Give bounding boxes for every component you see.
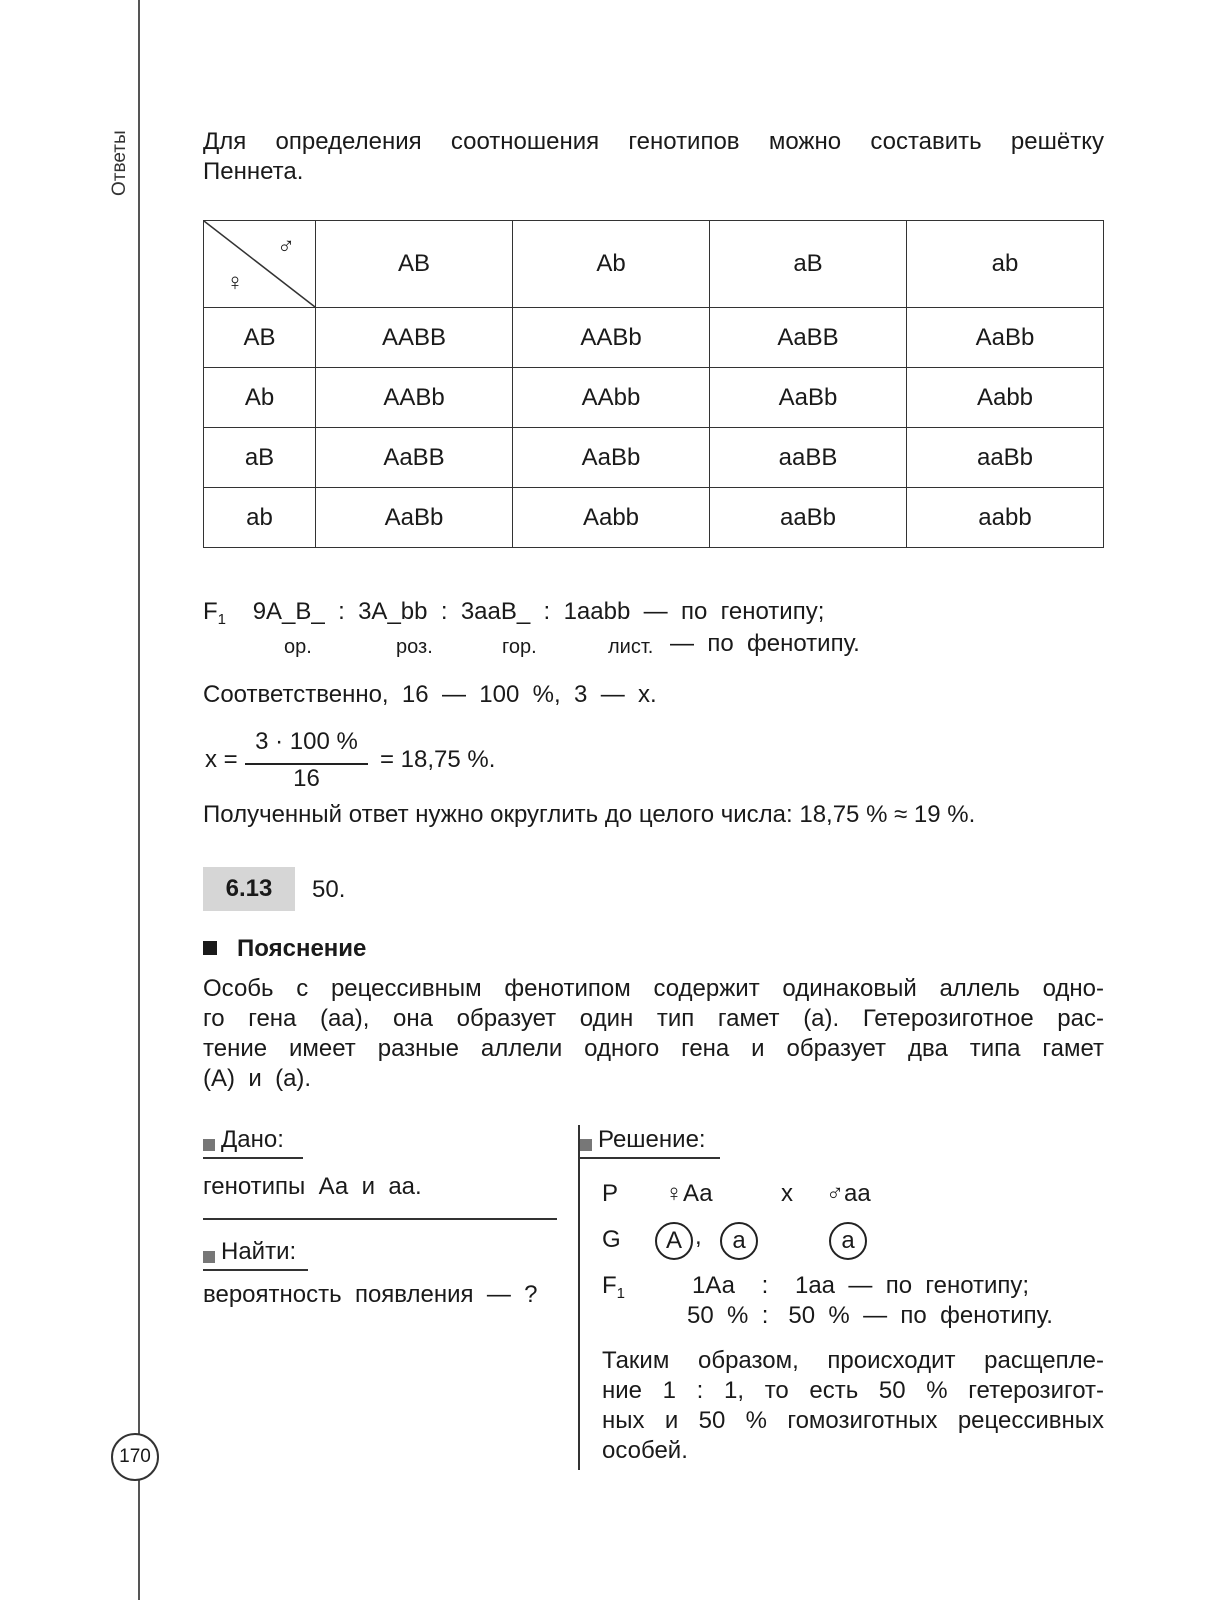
bullet-square-icon: [203, 941, 217, 955]
genotype-cell: AaBb: [316, 488, 513, 548]
page-margin-line: [138, 0, 140, 1600]
header-marker-icon: [203, 1139, 215, 1151]
male-gamete-header: ab: [907, 221, 1104, 308]
header-marker-icon: [203, 1251, 215, 1263]
genotype-cell: AABB: [316, 308, 513, 368]
gamete-circle: a: [829, 1222, 867, 1260]
genotype-cell: aabb: [907, 488, 1104, 548]
genotype-cell: AaBB: [316, 428, 513, 488]
parents-label: P: [602, 1180, 619, 1207]
offspring-phenotype: 50 % : 50 % — по фенотипу.: [687, 1302, 1053, 1329]
punnett-corner-cell: [204, 221, 316, 308]
find-label: Найти:: [221, 1238, 297, 1265]
page-number: 170: [111, 1433, 159, 1481]
gametes-label: G: [602, 1226, 621, 1253]
punnett-row: [204, 428, 1104, 488]
find-header: [203, 1237, 296, 1267]
offspring-genotype: 1Аа : 1аа — по генотипу;: [692, 1272, 1030, 1299]
phenotype-label-3: гор.: [502, 636, 537, 658]
offspring-label: [602, 1271, 625, 1309]
genotype-cell: AABb: [316, 368, 513, 428]
find-text: вероятность появления — ?: [203, 1281, 538, 1308]
female-gamete-header: ab: [204, 488, 316, 548]
section-side-label: Ответы: [109, 130, 130, 196]
given-underline: [203, 1157, 303, 1159]
f1-label-solution: F: [602, 1272, 617, 1299]
given-label: Дано:: [221, 1126, 284, 1153]
genotype-cell: Aabb: [513, 488, 710, 548]
phenotype-label-1: ор.: [284, 636, 312, 658]
formula-x: x =: [205, 746, 238, 773]
female-gamete-header: Ab: [204, 368, 316, 428]
f1-subscript: 1: [217, 611, 227, 628]
cross-sign: x: [781, 1180, 793, 1207]
genotype-cell: aaBb: [710, 488, 907, 548]
punnett-row: [204, 308, 1104, 368]
genotype-cell: AABb: [513, 308, 710, 368]
explanation-line-3: тение имеет разные аллели одного гена и образует два типа гамет: [203, 1035, 1104, 1062]
header-marker-icon: [580, 1139, 592, 1151]
parent-female: ♀Аа: [665, 1180, 713, 1207]
genotype-cell: aaBB: [710, 428, 907, 488]
intro-line-1: Для определения соотношения генотипов можно составить решётку: [203, 128, 1104, 155]
solution-underline: [580, 1157, 720, 1159]
male-symbol-icon: ♂: [277, 233, 295, 260]
phenotype-tail: — по фенотипу.: [670, 630, 860, 657]
given-header: [203, 1125, 284, 1155]
genotype-cell: AaBb: [710, 368, 907, 428]
female-gamete-header: aB: [204, 428, 316, 488]
intro-line-2: Пеннета.: [203, 158, 304, 185]
explanation-line-2: го гена (аа), она образует один тип гамет (а). Гетерозиготное рас-: [203, 1005, 1104, 1032]
answer-value: 50.: [312, 876, 346, 903]
solution-header: [580, 1125, 706, 1155]
conclusion-line-2: ние 1 : 1, то есть 50 % гетерозигот-: [602, 1377, 1104, 1404]
explanation-line-1: Особь с рецессивным фенотипом содержит одинаковый аллель одно-: [203, 975, 1104, 1002]
genotype-cell: aaBb: [907, 428, 1104, 488]
gamete-circle: A: [655, 1222, 693, 1260]
gamete-circle: a: [720, 1222, 758, 1260]
proportion-line: Соответственно, 16 — 100 %, 3 — x.: [203, 681, 657, 708]
explanation-line-4: (А) и (а).: [203, 1065, 312, 1092]
conclusion-line-1: Таким образом, происходит расщепле-: [602, 1347, 1104, 1374]
conclusion-line-3: ных и 50 % гомозиготных рецессивных: [602, 1407, 1104, 1434]
rounding-line: Полученный ответ нужно округлить до целого числа: 18,75 % ≈ 19 %.: [203, 801, 976, 828]
male-gamete-header: Ab: [513, 221, 710, 308]
given-text: генотипы Аа и аа.: [203, 1173, 422, 1200]
punnett-row: [204, 368, 1104, 428]
punnett-square: [203, 220, 1104, 548]
phenotype-label-2: роз.: [396, 636, 433, 658]
f1-subscript-solution: 1: [616, 1285, 626, 1302]
male-gamete-header: aB: [710, 221, 907, 308]
punnett-row: [204, 488, 1104, 548]
find-underline: [203, 1269, 308, 1271]
genotype-cell: AaBb: [907, 308, 1104, 368]
given-divider: [203, 1218, 557, 1220]
male-gamete-header: AB: [316, 221, 513, 308]
conclusion-line-4: особей.: [602, 1437, 688, 1464]
formula-numerator: 3 · 100 %: [255, 728, 358, 755]
f1-genotype-ratio: 9A_B_ : 3A_bb : 3aaB_ : 1aabb — по генотипу;: [252, 598, 825, 625]
column-divider: [578, 1125, 580, 1470]
gamete-comma: ,: [695, 1223, 702, 1250]
f1-label: F: [203, 598, 218, 625]
explanation-heading: [203, 934, 366, 964]
formula-denominator: 16: [293, 765, 320, 792]
phenotype-label-4: лист.: [608, 636, 654, 658]
genotype-cell: AAbb: [513, 368, 710, 428]
answer-number: 6.13: [203, 867, 295, 911]
diagonal-line: [204, 221, 315, 307]
solution-label: Решение:: [598, 1126, 706, 1153]
genotype-cell: Aabb: [907, 368, 1104, 428]
punnett-header-row: [204, 221, 1104, 308]
genotype-cell: AaBb: [513, 428, 710, 488]
formula-result: = 18,75 %.: [380, 746, 496, 773]
female-symbol-icon: ♀: [226, 269, 244, 296]
female-gamete-header: AB: [204, 308, 316, 368]
genotype-cell: AaBB: [710, 308, 907, 368]
explanation-heading-text: Пояснение: [237, 935, 367, 962]
parent-male: ♂аа: [826, 1180, 871, 1207]
